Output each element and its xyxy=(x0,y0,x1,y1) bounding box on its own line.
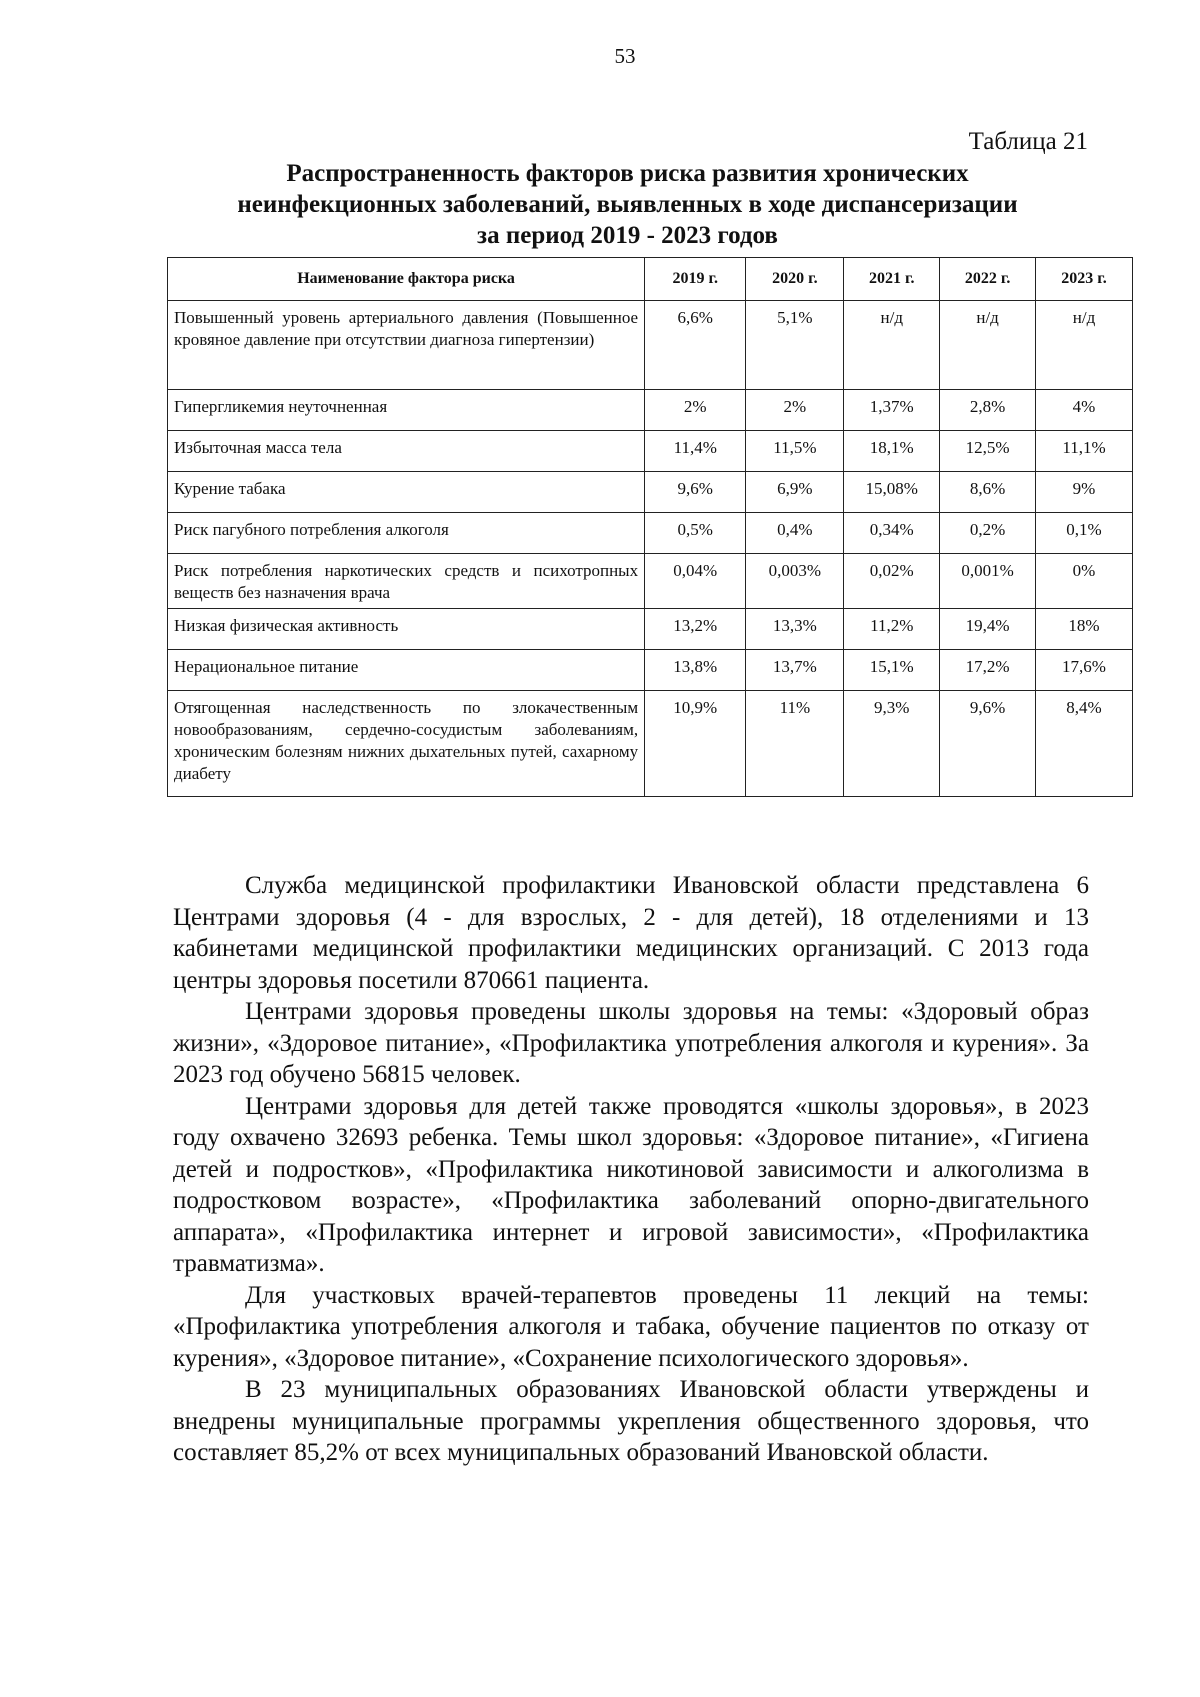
cell-value: 9% xyxy=(1036,472,1133,513)
page-number: 53 xyxy=(614,44,636,68)
cell-value: н/д xyxy=(1036,301,1133,390)
cell-value: 11% xyxy=(746,691,844,797)
cell-value: 0,02% xyxy=(844,554,940,609)
cell-value: 0,2% xyxy=(940,513,1036,554)
cell-value: 9,6% xyxy=(645,472,746,513)
cell-factor-name: Повышенный уровень артериального давления (Повышенное кровяное давление при отсутствии диагноза гипертензии) xyxy=(168,301,645,390)
table-row xyxy=(168,691,1133,797)
cell-value: 19,4% xyxy=(940,609,1036,650)
cell-value: 10,9% xyxy=(645,691,746,797)
cell-value: 0% xyxy=(1036,554,1133,609)
cell-factor-name: Риск потребления наркотических средств и психотропных веществ без назначения врача xyxy=(168,554,645,609)
paragraph: В 23 муниципальных образованиях Ивановской области утверждены и внедрены муниципальные программы укрепления общественного здоровья, что составляет 85,2% от всех муниципальных образований Ивановской области. xyxy=(173,1376,1089,1466)
cell-value: 6,9% xyxy=(746,472,844,513)
table-header-row xyxy=(168,258,1133,301)
cell-value: 0,4% xyxy=(746,513,844,554)
cell-value: 17,2% xyxy=(940,650,1036,691)
cell-factor-name: Избыточная масса тела xyxy=(168,431,645,472)
cell-value: 13,8% xyxy=(645,650,746,691)
cell-value: 8,6% xyxy=(940,472,1036,513)
cell-value: 0,003% xyxy=(746,554,844,609)
header-year-2022: 2022 г. xyxy=(940,258,1036,301)
cell-value: 11,1% xyxy=(1036,431,1133,472)
table-row xyxy=(168,301,1133,390)
cell-value: 12,5% xyxy=(940,431,1036,472)
cell-value: 11,5% xyxy=(746,431,844,472)
paragraph: Центрами здоровья проведены школы здоровья на темы: «Здоровый образ жизни», «Здоровое питание», «Профилактика употребления алкоголя и курения». За 2023 год обучено 56815 человек. xyxy=(173,998,1089,1088)
table-row xyxy=(168,609,1133,650)
header-factor-name: Наименование фактора риска xyxy=(168,258,645,301)
cell-value: 18% xyxy=(1036,609,1133,650)
cell-value: 2% xyxy=(746,390,844,431)
cell-factor-name: Риск пагубного потребления алкоголя xyxy=(168,513,645,554)
table-row xyxy=(168,390,1133,431)
cell-value: 2% xyxy=(645,390,746,431)
title-line: за период 2019 - 2023 годов xyxy=(477,222,778,249)
cell-value: н/д xyxy=(844,301,940,390)
paragraph: Для участковых врачей-терапевтов проведены 11 лекций на темы: «Профилактика употребления алкоголя и табака, обучение пациентов по отказу от курения», «Здоровое питание», «Сохранение психологического здоровья». xyxy=(173,1281,1089,1372)
table-row xyxy=(168,513,1133,554)
cell-value: 9,6% xyxy=(940,691,1036,797)
cell-value: 4% xyxy=(1036,390,1133,431)
table-title xyxy=(165,158,1090,251)
cell-value: 18,1% xyxy=(844,431,940,472)
header-year-2021: 2021 г. xyxy=(844,258,940,301)
cell-value: 13,7% xyxy=(746,650,844,691)
table-label: Таблица 21 xyxy=(968,128,1088,155)
cell-value: 0,04% xyxy=(645,554,746,609)
cell-value: 13,3% xyxy=(746,609,844,650)
body-text xyxy=(173,870,1089,1469)
cell-value: 0,1% xyxy=(1036,513,1133,554)
cell-value: 15,1% xyxy=(844,650,940,691)
cell-value: 0,5% xyxy=(645,513,746,554)
cell-factor-name: Гипергликемия неуточненная xyxy=(168,390,645,431)
cell-value: 11,4% xyxy=(645,431,746,472)
paragraph: Центрами здоровья для детей также проводятся «школы здоровья», в 2023 году охвачено 32693 ребенка. Темы школ здоровья: «Здоровое питание», «Гигиена детей и подростков», «Профилактика никотиновой зависимости и алкоголизма в подростковом возрасте», «Профилактика заболеваний опорно-двигательного аппарата», «Профилактика интернет и игровой зависимости», «Профилактика травматизма». xyxy=(173,1092,1089,1277)
cell-value: 0,001% xyxy=(940,554,1036,609)
cell-value: 9,3% xyxy=(844,691,940,797)
title-line: Распространенность факторов риска развития хронических xyxy=(286,160,969,187)
cell-value: 11,2% xyxy=(844,609,940,650)
cell-value: 8,4% xyxy=(1036,691,1133,797)
cell-value: 17,6% xyxy=(1036,650,1133,691)
cell-factor-name: Отягощенная наследственность по злокачественным новообразованиям, сердечно-сосудистым заболеваниям, хроническим болезням нижних дыхательных путей, сахарному диабету xyxy=(168,691,645,797)
header-year-2020: 2020 г. xyxy=(746,258,844,301)
cell-value: 6,6% xyxy=(645,301,746,390)
cell-value: 1,37% xyxy=(844,390,940,431)
table-row xyxy=(168,554,1133,609)
cell-value: н/д xyxy=(940,301,1036,390)
table-row xyxy=(168,431,1133,472)
cell-value: 5,1% xyxy=(746,301,844,390)
cell-value: 15,08% xyxy=(844,472,940,513)
cell-value: 0,34% xyxy=(844,513,940,554)
table-row xyxy=(168,472,1133,513)
cell-value: 2,8% xyxy=(940,390,1036,431)
cell-factor-name: Низкая физическая активность xyxy=(168,609,645,650)
cell-factor-name: Курение табака xyxy=(168,472,645,513)
table-body xyxy=(168,301,1133,797)
header-year-2023: 2023 г. xyxy=(1036,258,1133,301)
title-line: неинфекционных заболеваний, выявленных в ходе диспансеризации xyxy=(237,191,1018,218)
table-row xyxy=(168,650,1133,691)
cell-value: 13,2% xyxy=(645,609,746,650)
header-year-2019: 2019 г. xyxy=(645,258,746,301)
paragraph: Служба медицинской профилактики Ивановской области представлена 6 Центрами здоровья (4 - для взрослых, 2 - для детей), 18 отделениями и 13 кабинетами медицинской профилактики медицинских организаций. С 2013 года центры здоровья посетили 870661 пациента. xyxy=(173,872,1089,994)
cell-factor-name: Нерациональное питание xyxy=(168,650,645,691)
risk-factors-table xyxy=(167,257,1133,797)
